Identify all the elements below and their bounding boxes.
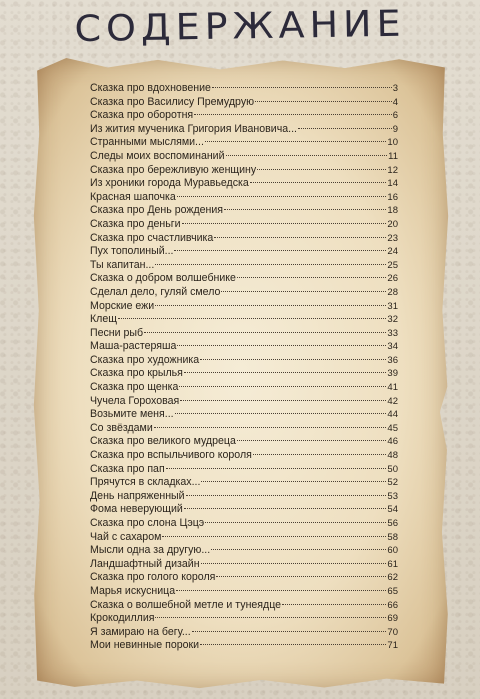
toc-entry-page: 11 bbox=[388, 150, 398, 162]
dot-leader bbox=[250, 182, 387, 183]
toc-entry-page: 62 bbox=[387, 572, 398, 584]
toc-entry bbox=[90, 490, 398, 504]
toc-entry bbox=[90, 517, 398, 531]
toc-entry bbox=[90, 177, 398, 191]
toc-entry-title: Крокодиллия bbox=[90, 612, 155, 625]
toc-entry bbox=[90, 571, 398, 585]
toc-entry-title: Я замираю на бегу... bbox=[90, 625, 191, 638]
dot-leader bbox=[205, 141, 387, 142]
dot-leader bbox=[298, 128, 392, 129]
toc-entry bbox=[90, 381, 398, 395]
toc-entry-page: 39 bbox=[387, 368, 398, 380]
toc-entry-page: 33 bbox=[387, 327, 398, 339]
toc-entry-title: Чучела Гороховая bbox=[90, 394, 180, 407]
toc-entry bbox=[90, 191, 398, 205]
dot-leader bbox=[200, 359, 386, 360]
toc-entry bbox=[90, 340, 398, 354]
toc-entry-page: 36 bbox=[387, 354, 398, 366]
dot-leader bbox=[176, 590, 386, 591]
toc-entry-title: Сказка про День рождения bbox=[90, 204, 224, 217]
dot-leader bbox=[214, 237, 386, 238]
toc-entry bbox=[90, 463, 398, 477]
dot-leader bbox=[186, 495, 387, 496]
toc-entry-page: 4 bbox=[392, 96, 398, 108]
toc-entry-page: 24 bbox=[387, 246, 398, 258]
toc-entry-title: Сделал дело, гуляй смело bbox=[90, 285, 221, 298]
dot-leader bbox=[166, 468, 387, 469]
dot-leader bbox=[255, 101, 392, 102]
toc-entry bbox=[90, 272, 398, 286]
toc-entry-title: Сказка про счастливчика bbox=[90, 231, 214, 244]
toc-entry bbox=[90, 531, 398, 545]
toc-entry bbox=[90, 558, 398, 572]
toc-entry-title: Сказка про Василису Премудрую bbox=[90, 95, 255, 108]
toc-entry-title: Сказка о добром волшебнике bbox=[90, 272, 236, 285]
toc-entry-page: 71 bbox=[387, 640, 398, 652]
dot-leader bbox=[182, 223, 387, 224]
toc-entry-page: 53 bbox=[387, 490, 398, 502]
toc-entry-page: 12 bbox=[387, 164, 398, 176]
toc-entry-title: Сказка про вспыльчивого короля bbox=[90, 449, 252, 462]
dot-leader bbox=[184, 372, 387, 373]
dot-leader bbox=[155, 264, 386, 265]
toc-entry-title: Сказка про деньги bbox=[90, 217, 181, 230]
toc-entry bbox=[90, 232, 398, 246]
toc-entry bbox=[90, 395, 398, 409]
toc-entry bbox=[90, 639, 398, 653]
toc-entry bbox=[90, 408, 398, 422]
toc-entry bbox=[90, 626, 398, 640]
dot-leader bbox=[216, 576, 386, 577]
toc-entry-page: 65 bbox=[387, 585, 398, 597]
dot-leader bbox=[174, 250, 386, 251]
toc-entry-page: 54 bbox=[387, 504, 398, 516]
toc-entry-title: Странными мыслями... bbox=[90, 136, 204, 149]
toc-entry-title: Сказка про голого короля bbox=[90, 571, 216, 584]
toc-entry-page: 50 bbox=[387, 463, 398, 475]
toc-entry bbox=[90, 109, 398, 123]
toc-entry-title: Сказка про вдохновение bbox=[90, 82, 211, 94]
toc-entry bbox=[90, 544, 398, 558]
toc-entry-title: Маша-растеряша bbox=[90, 340, 177, 353]
toc-entry-page: 6 bbox=[392, 110, 398, 122]
dot-leader bbox=[118, 318, 386, 319]
toc-entry-title: Фома неверующий bbox=[90, 503, 183, 516]
dot-leader bbox=[257, 169, 386, 170]
toc-entry-page: 16 bbox=[387, 191, 398, 203]
toc-entry bbox=[90, 612, 398, 626]
toc-entry-page: 34 bbox=[387, 341, 398, 353]
dot-leader bbox=[205, 522, 386, 523]
toc-entry-title: Сказка про бережливую женщину bbox=[90, 163, 257, 176]
toc-entry-page: 69 bbox=[387, 613, 398, 625]
toc-entry-title: День напряженный bbox=[90, 489, 185, 502]
toc-entry-title: Марья искусница bbox=[90, 584, 176, 597]
toc-entry-page: 44 bbox=[387, 409, 398, 421]
dot-leader bbox=[177, 196, 387, 197]
toc-entry bbox=[90, 585, 398, 599]
toc-entry-page: 58 bbox=[387, 531, 398, 543]
toc-entry bbox=[90, 136, 398, 150]
toc-entry-title: Сказка про оборотня bbox=[90, 109, 194, 122]
toc-entry-title: Из жития мученика Григория Ивановича... bbox=[90, 122, 297, 135]
toc-entry bbox=[90, 367, 398, 381]
toc-entry-title: Пух тополиный... bbox=[90, 245, 174, 258]
toc-entry-title: Из хроники города Муравьедска bbox=[90, 177, 249, 190]
toc-entry bbox=[90, 599, 398, 613]
dot-leader bbox=[282, 604, 386, 605]
page-title: СОДЕРЖАНИЕ bbox=[74, 2, 406, 50]
toc-entry-page: 45 bbox=[387, 422, 398, 434]
dot-leader bbox=[253, 454, 387, 455]
toc-entry-title: Мои невинные пороки bbox=[90, 639, 200, 652]
toc-entry bbox=[90, 96, 398, 110]
dot-leader bbox=[179, 386, 386, 387]
toc-entry-page: 31 bbox=[387, 300, 398, 312]
toc-entry-title: Сказка про щенка bbox=[90, 381, 179, 394]
toc-entry-page: 3 bbox=[392, 83, 398, 94]
toc-entry-page: 26 bbox=[387, 273, 398, 285]
dot-leader bbox=[211, 549, 386, 550]
toc-entry-page: 66 bbox=[387, 599, 398, 611]
toc-entry-title: Красная шапочка bbox=[90, 190, 176, 203]
toc-entry bbox=[90, 204, 398, 218]
dot-leader bbox=[226, 155, 388, 156]
toc-entry bbox=[90, 259, 398, 273]
toc-entry bbox=[90, 82, 398, 96]
toc-entry-title: Прячутся в складках... bbox=[90, 476, 201, 489]
toc-entry-title: Сказка про пап bbox=[90, 462, 165, 475]
toc-entry bbox=[90, 422, 398, 436]
toc-entry bbox=[90, 476, 398, 490]
dot-leader bbox=[155, 305, 386, 306]
toc-entry-title: Чай с сахаром bbox=[90, 530, 162, 543]
toc-entry-page: 48 bbox=[387, 450, 398, 462]
table-of-contents bbox=[90, 82, 398, 653]
dot-leader bbox=[144, 332, 386, 333]
dot-leader bbox=[155, 617, 386, 618]
toc-entry-page: 28 bbox=[387, 286, 398, 298]
toc-entry bbox=[90, 286, 398, 300]
toc-entry bbox=[90, 164, 398, 178]
toc-entry-title: Сказка про художника bbox=[90, 353, 200, 366]
toc-entry bbox=[90, 313, 398, 327]
toc-entry-page: 41 bbox=[387, 382, 398, 394]
dot-leader bbox=[192, 631, 387, 632]
toc-entry bbox=[90, 123, 398, 137]
dot-leader bbox=[237, 277, 386, 278]
toc-entry-page: 14 bbox=[387, 178, 398, 190]
toc-entry-page: 60 bbox=[387, 545, 398, 557]
toc-entry bbox=[90, 503, 398, 517]
toc-entry-title: Сказка про крылья bbox=[90, 367, 183, 380]
toc-entry-page: 52 bbox=[387, 477, 398, 489]
toc-entry-page: 20 bbox=[387, 218, 398, 230]
toc-entry bbox=[90, 354, 398, 368]
toc-entry bbox=[90, 327, 398, 341]
dot-leader bbox=[201, 563, 387, 564]
toc-entry-title: Со звёздами bbox=[90, 421, 153, 434]
dot-leader bbox=[200, 644, 386, 645]
toc-entry-page: 23 bbox=[387, 232, 398, 244]
toc-entry-page: 42 bbox=[387, 395, 398, 407]
toc-entry bbox=[90, 300, 398, 314]
toc-entry-title: Сказка про великого мудреца bbox=[90, 435, 236, 448]
toc-entry bbox=[90, 150, 398, 164]
toc-entry bbox=[90, 449, 398, 463]
dot-leader bbox=[194, 114, 392, 115]
toc-entry-page: 9 bbox=[392, 123, 398, 135]
toc-entry-page: 61 bbox=[387, 558, 398, 570]
toc-entry bbox=[90, 435, 398, 449]
toc-entry-page: 70 bbox=[387, 626, 398, 638]
toc-entry-page: 56 bbox=[387, 518, 398, 529]
dot-leader bbox=[175, 413, 387, 414]
dot-leader bbox=[237, 440, 387, 441]
toc-entry-title: Следы моих воспоминаний bbox=[90, 149, 225, 162]
dot-leader bbox=[201, 481, 386, 482]
dot-leader bbox=[162, 536, 386, 537]
dot-leader bbox=[184, 508, 387, 509]
toc-entry-title: Сказка о волшебной метле и тунеядце bbox=[90, 598, 282, 611]
dot-leader bbox=[221, 291, 386, 292]
toc-entry-title: Ландшафтный дизайн bbox=[90, 557, 200, 570]
dot-leader bbox=[212, 87, 392, 88]
toc-entry-title: Морские ежи bbox=[90, 299, 155, 312]
toc-entry bbox=[90, 218, 398, 232]
toc-entry bbox=[90, 245, 398, 259]
toc-entry-title: Сказка про слона Цэцэ bbox=[90, 517, 205, 529]
dot-leader bbox=[177, 345, 386, 346]
toc-entry-page: 10 bbox=[387, 137, 398, 149]
dot-leader bbox=[224, 209, 386, 210]
toc-entry-page: 25 bbox=[387, 259, 398, 271]
dot-leader bbox=[154, 427, 387, 428]
dot-leader bbox=[180, 400, 386, 401]
toc-entry-page: 46 bbox=[387, 436, 398, 448]
toc-entry-page: 18 bbox=[387, 205, 398, 217]
toc-entry-title: Песни рыб bbox=[90, 326, 144, 339]
toc-entry-title: Ты капитан... bbox=[90, 258, 155, 271]
toc-entry-title: Клещ bbox=[90, 313, 117, 326]
toc-entry-title: Мысли одна за другую... bbox=[90, 544, 211, 557]
toc-entry-page: 32 bbox=[387, 314, 398, 326]
toc-entry-title: Возьмите меня... bbox=[90, 408, 174, 421]
